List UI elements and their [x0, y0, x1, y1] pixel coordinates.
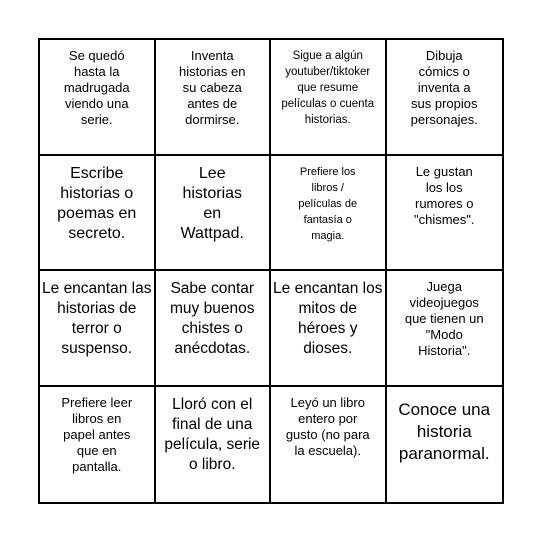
bingo-cell[interactable]	[156, 40, 272, 156]
cell-text: Sigue a algún youtuber/tiktoker que resume películas o cuenta historias.	[281, 50, 375, 126]
bingo-board	[38, 38, 504, 504]
bingo-cell[interactable]	[387, 40, 503, 156]
cell-text: Sabe contar muy buenos chistes o anécdotas.	[170, 280, 255, 357]
bingo-cell[interactable]	[271, 387, 387, 503]
cell-text: Inventa historias en su cabeza antes de dormirse.	[179, 48, 246, 127]
bingo-cell[interactable]	[271, 271, 387, 387]
bingo-cell[interactable]	[156, 156, 272, 272]
bingo-cell[interactable]	[387, 156, 503, 272]
cell-text: Leyó un libro entero por gusto (no para la escuela).	[285, 394, 370, 458]
cell-text: Juega videojuegos que tienen un "Modo Historia".	[404, 279, 484, 358]
bingo-cell[interactable]	[387, 271, 503, 387]
bingo-cell[interactable]	[156, 271, 272, 387]
bingo-cell[interactable]	[40, 156, 156, 272]
bingo-cell[interactable]	[271, 40, 387, 156]
cell-text: Lee historias en Wattpad.	[180, 164, 244, 242]
bingo-cell[interactable]	[40, 387, 156, 503]
bingo-cell[interactable]	[271, 156, 387, 272]
bingo-cell[interactable]	[40, 271, 156, 387]
cell-text: Conoce una historia paranormal.	[398, 399, 491, 463]
cell-text: Prefiere leer libros en papel antes que en pantalla.	[61, 394, 133, 474]
cell-text: Prefiere los libros / películas de fantasía o magia.	[298, 165, 358, 242]
cell-text: Lloró con el final de una película, serie o libro.	[164, 395, 261, 473]
cell-text: Se quedó hasta la madrugada viendo una serie.	[63, 48, 130, 127]
cell-text: Le encantan los mitos de héroes y dioses.	[273, 280, 383, 357]
cell-text: Dibuja cómics o inventa a sus propios personajes.	[410, 48, 478, 127]
cell-text: Le encantan las historias de terror o suspenso.	[42, 280, 152, 357]
bingo-cell[interactable]	[40, 40, 156, 156]
cell-text: Escribe historias o poemas en secreto.	[57, 164, 137, 242]
bingo-cell[interactable]	[387, 387, 503, 503]
bingo-cell[interactable]	[156, 387, 272, 503]
cell-text: Le gustan los los rumores o "chismes".	[413, 163, 475, 227]
